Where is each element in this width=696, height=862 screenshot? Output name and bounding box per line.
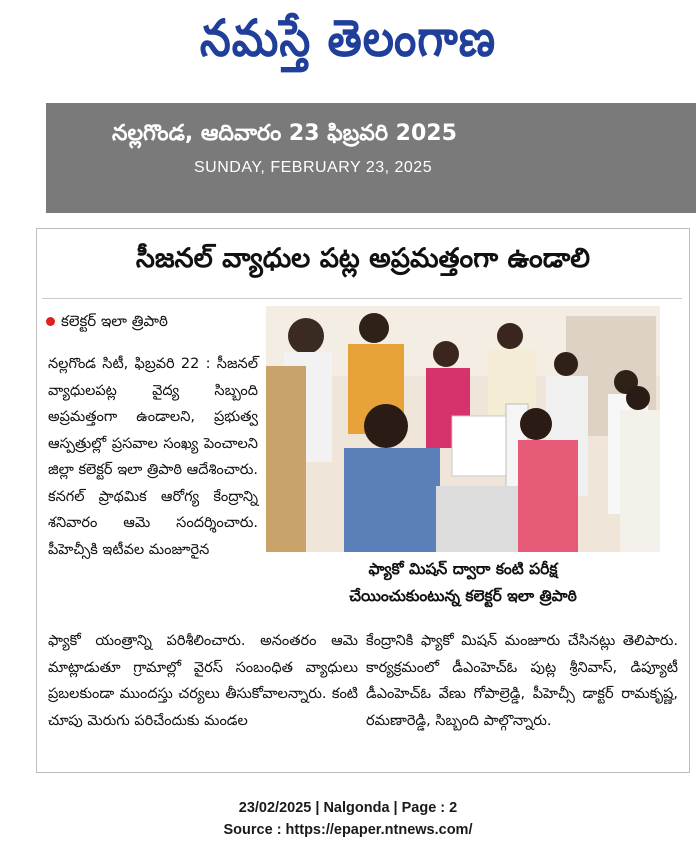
article-photo (266, 306, 660, 552)
photo-caption (266, 556, 660, 616)
article-byline (46, 312, 168, 334)
headline-divider (42, 298, 682, 299)
caption-line-2: చేయించుకుంటున్న కలెక్టర్ ఇలా త్రిపాఠి (349, 587, 577, 605)
footer-source-link[interactable]: Source : https://epaper.ntnews.com/ (223, 822, 473, 838)
bullet-icon (46, 317, 55, 326)
masthead (0, 0, 696, 90)
photo-illustration (266, 306, 660, 552)
date-telugu: నల్లగొండ, ఆదివారం 23 ఫిబ్రవరి 2025 (112, 121, 457, 146)
article-body-column-3: కేంద్రానికి ఫ్యాకో మిషన్ మంజూరు చేసినట్లు తెలిపారు. కార్యక్రమంలో డీఎంహెచ్ఓ పుట్ల శ్రీనివాస్, డిప్యూటీ డీఎంహెచ్ఓ వేణు గోపాల్రెడ్డి, పీహెచ్సీ డాక్టర్ రామకృష్ణ, రమణారెడ్డి, సిబ్బంది పాల్గొన్నారు. (366, 633, 678, 729)
newspaper-title: నమస్తే తెలంగాణ (199, 9, 497, 68)
article-body-column-1: నల్లగొండ సిటీ, ఫిబ్రవరి 22 : సీజనల్ వ్యాధులపట్ల వైద్య సిబ్బంది అప్రమత్తంగా ఉండాలని, ప్రభుత్వ ఆస్పత్రుల్లో ప్రసవాల సంఖ్య పెంచాలని జిల్లా కలెక్టర్ ఇలా త్రిపాఠి ఆదేశించారు. కనగల్ ప్రాథమిక ఆరోగ్య కేంద్రాన్ని శనివారం ఆమె సందర్శించారు. పీహెచ్సీకి ఇటీవల మంజూరైన (48, 356, 258, 558)
article-body-column-2: ఫ్యాకో యంత్రాన్ని పరిశీలించారు. అనంతరం ఆమె మాట్లాడుతూ గ్రామాల్లో వైరస్ సంబంధిత వ్యాధులు ప్రబలకుండా ముందస్తు చర్యలు తీసుకోవాలన్నారు. కంటి చూపు మెరుగు పరిచేందుకు మండల (48, 633, 358, 729)
footer-edition-info: 23/02/2025 | Nalgonda | Page : 2 (238, 800, 458, 816)
byline-text: కలెక్టర్ ఇలా త్రిపాఠి (61, 312, 168, 330)
caption-line-1: ఫ్యాకో మిషన్ ద్వారా కంటి పరీక్ష (368, 560, 558, 578)
date-band (46, 103, 696, 213)
date-english: SUNDAY, FEBRUARY 23, 2025 (194, 159, 433, 176)
article-headline: సీజనల్ వ్యాధుల పట్ల అప్రమత్తంగా ఉండాలి (135, 243, 591, 274)
